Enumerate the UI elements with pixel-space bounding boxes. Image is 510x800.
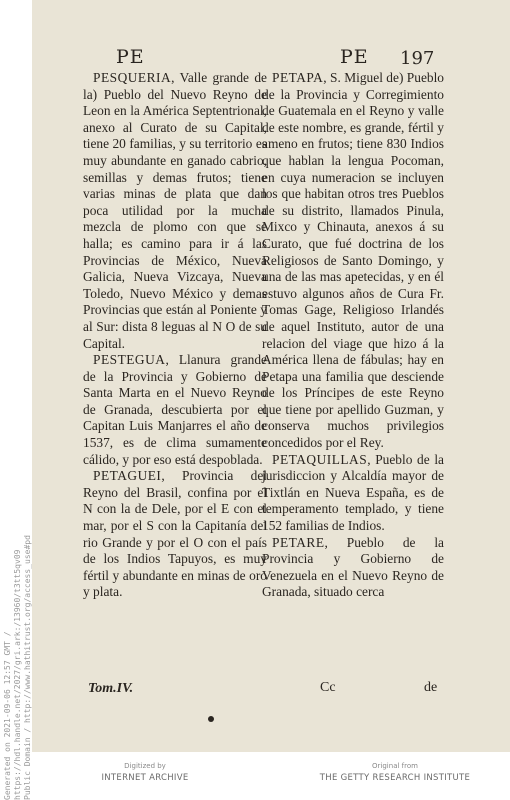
generation-note-line1: Generated on 2021-09-06 12:57 GMT / https://hdl.handle.net/2027/gri.ark:/13960/t3tt5qv09 <box>3 549 22 800</box>
volume-label: Tom.IV. <box>88 681 134 696</box>
entry-headword: PESQUERIA <box>93 70 172 85</box>
footer-left-name: INTERNET ARCHIVE <box>101 773 189 783</box>
running-header-left: PE <box>116 46 145 68</box>
entry-petare <box>262 535 444 601</box>
entry-headword: PETAGUEI <box>93 468 162 484</box>
right-column <box>262 70 444 601</box>
page-number: 197 <box>400 48 435 69</box>
left-column <box>83 70 267 601</box>
footer-right-caption: Original from <box>372 762 418 770</box>
entry-headword: PESTEGUA <box>93 352 166 368</box>
entry-text: , Provincia del Reyno del Brasil, confina por el N con la de Dele, por el E con el mar, por el S con la Capitanía del rio Grande y por el O con el país de los Indios Tapuyos, es muy fértil y abundante en minas de oro y plata. <box>83 468 267 600</box>
entry-headword: PETAPA <box>272 70 324 85</box>
entry-text: , Pueblo de la Provincia y Gobierno de Venezuela en el Nuevo Reyno de Granada, situado cerca <box>262 534 444 600</box>
footer-original-from <box>305 761 485 784</box>
generation-note <box>3 380 31 800</box>
footer-digitized-by <box>70 761 220 784</box>
entry-petapa <box>262 70 444 452</box>
entry-pestegua <box>83 352 267 468</box>
entry-text: , Pueblo de la jurisdiccion y Alcaldía mayor de Tixtlán en Nueva España, es de temperamento templado, y tiene 152 familias de Indios. <box>262 451 444 534</box>
generation-note-line2: Public Domain / http://www.hathitrust.org/access_use#pd <box>23 535 32 800</box>
signature-mark: Cc <box>320 680 336 695</box>
ink-dot <box>208 716 214 722</box>
running-header-right: PE <box>340 46 369 68</box>
entry-petaguei <box>83 468 267 601</box>
entry-petaquillas <box>262 452 444 535</box>
footer-right-name: THE GETTY RESEARCH INSTITUTE <box>319 773 471 783</box>
entry-headword: PETAQUILLAS <box>272 451 368 467</box>
entry-text: , Llanura grande de la Provincia y Gobierno de Santa Marta en el Nuevo Reyno de Granada, descubierta por el Capitan Luis Manjarres el año de 1537, es de clima sumamente cálido, y por eso está despoblada. <box>83 352 267 467</box>
entry-text: , Valle grande de la) Pueblo del Nuevo Reyno de Leon en la América Septentrional, anexo al Curato de su Capital, tiene 20 familias, y su territorio es muy abundante en ganado cabrio, semillas y demas frutos; tiene varias minas de plata que dan poca utilidad por la mucha mezcla de plomo con que se halla; es camino para ir á las Provincias de México, Nueva Galicia, Nueva Vizcaya, Nueva Toledo, Nuevo México y demas Provincias que están al Poniente y al Sur: dista 8 leguas al N O de su Capital. <box>83 70 267 351</box>
footer-left-caption: Digitized by <box>124 762 166 770</box>
entry-headword: PETARE <box>272 534 325 550</box>
entry-pesqueria <box>83 70 267 352</box>
catchword: de <box>424 680 438 695</box>
entry-text: , S. Miguel de) Pueblo de la Provincia y Corregimiento de Guatemala en el Reyno y valle de este nombre, es grande, fértil y ameno en frutos; tiene 830 Indios que hablan la lengua Pocoman, en cuya numeracion se incluyen los que habitan otros tres Pueblos de su distrito, llamados Pinula, Mixco y Chinauta, anexos á su Curato, que fué doctrina de los Religiosos de Santo Domingo, y una de las mas apetecidas, y en él estuvo algunos años de Cura Fr. Tomas Gage, Religioso Irlandés de aquel Instituto, autor de una relacion del viage que hizo á la América llena de fábulas; hay en Petapa una familia que desciende de los Príncipes de este Reyno que tiene por apellido Guzman, y conserva muchos privilegios concedidos por el Rey. <box>262 70 444 451</box>
